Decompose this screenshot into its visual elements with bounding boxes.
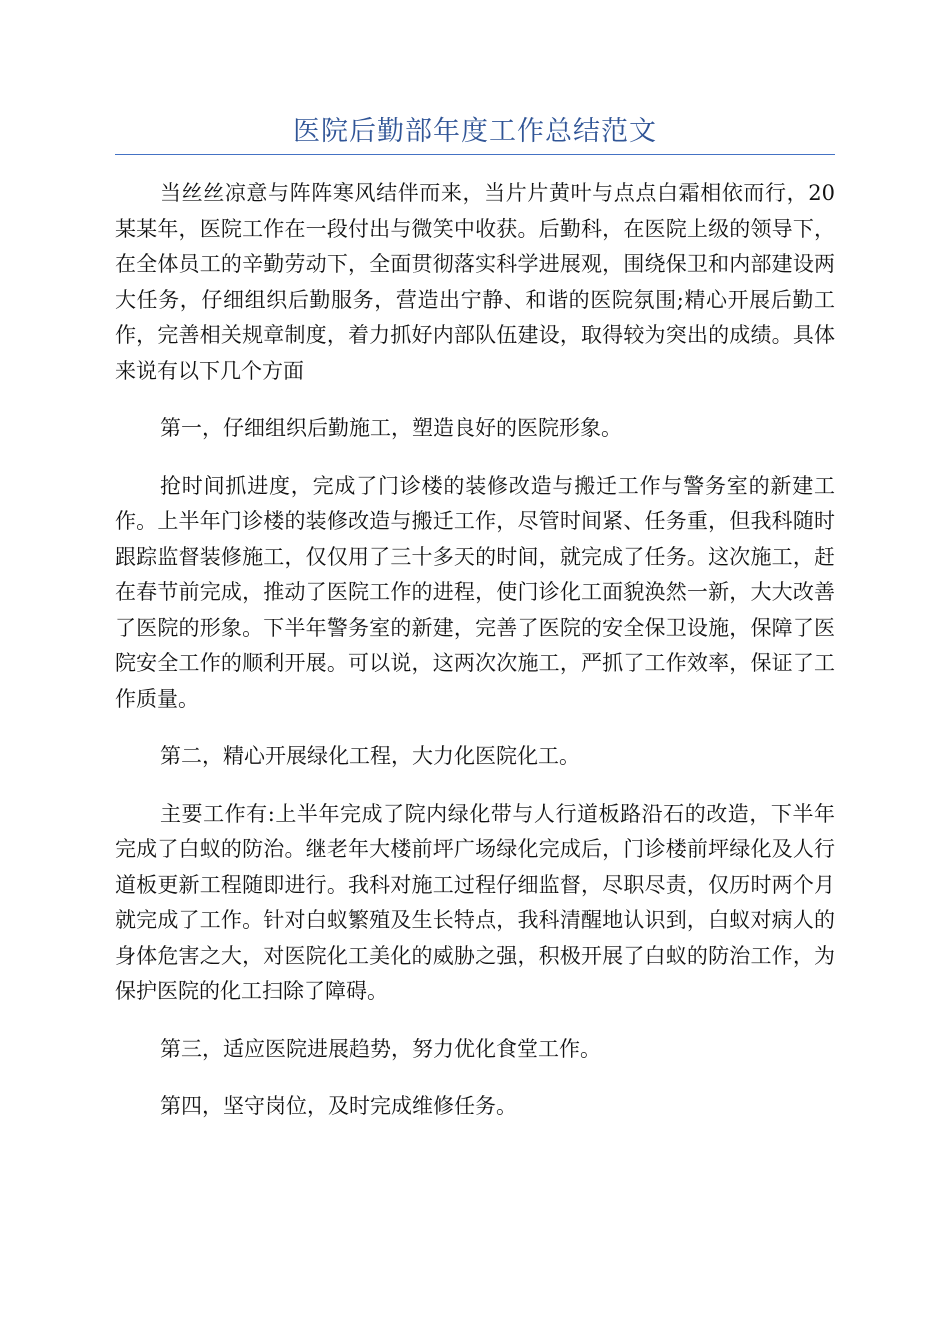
document-title: 医院后勤部年度工作总结范文 [293,116,657,147]
paragraph-heading-4: 第四，坚守岗位，及时完成维修任务。 [160,1094,517,1118]
paragraph-heading-2: 第二，精心开展绿化工程，大力化医院化工。 [160,744,580,768]
paragraph-heading-1: 第一，仔细组织后勤施工，塑造良好的医院形象。 [160,416,622,440]
paragraph-heading-3: 第三，适应医院进展趋势，努力优化食堂工作。 [160,1036,601,1061]
title-underline [115,154,835,155]
paragraph-intro: 当丝丝凉意与阵阵寒风结伴而来，当片片黄叶与点点白霜相依而行，20某某年，医院工作在一段付出与微笑中收获。后勤科，在医院上级的领导下，在全体员工的辛勤劳动下，全面贯彻落实科学进展观，围绕保卫和内部建设两大任务，仔细组织后勤服务，营造出宁静、和谐的医院氛围;精心开展后勤工作，完善相关规章制度，着力抓好内部队伍建设，取得较为突出的成绩。具体来说有以下几个方面 [115,181,835,383]
paragraph-greening: 主要工作有:上半年完成了院内绿化带与人行道板路沿石的改造，下半年完成了白蚁的防治。继老年大楼前坪广场绿化完成后，门诊楼前坪绿化及人行道板更新工程随即进行。我科对施工过程仔细监督，尽职尽责，仅历时两个月就完成了工作。针对白蚁繁殖及生长特点，我科清醒地认识到，白蚁对病人的身体危害之大，对医院化工美化的威胁之强，积极开展了白蚁的防治工作，为保护医院的化工扫除了障碍。 [115,801,835,1003]
paragraph-construction: 抢时间抓进度，完成了门诊楼的装修改造与搬迁工作与警务室的新建工作。上半年门诊楼的装修改造与搬迁工作，尽管时间紧、任务重，但我科随时跟踪监督装修施工，仅仅用了三十多天的时间，就完成了任务。这次施工，赶在春节前完成，推动了医院工作的进程，使门诊化工面貌涣然一新，大大改善了医院的形象。下半年警务室的新建，完善了医院的安全保卫设施，保障了医院安全工作的顺利开展。可以说，这两次次施工，严抓了工作效率，保证了工作质量。 [115,473,835,711]
document-body [115,176,835,1147]
